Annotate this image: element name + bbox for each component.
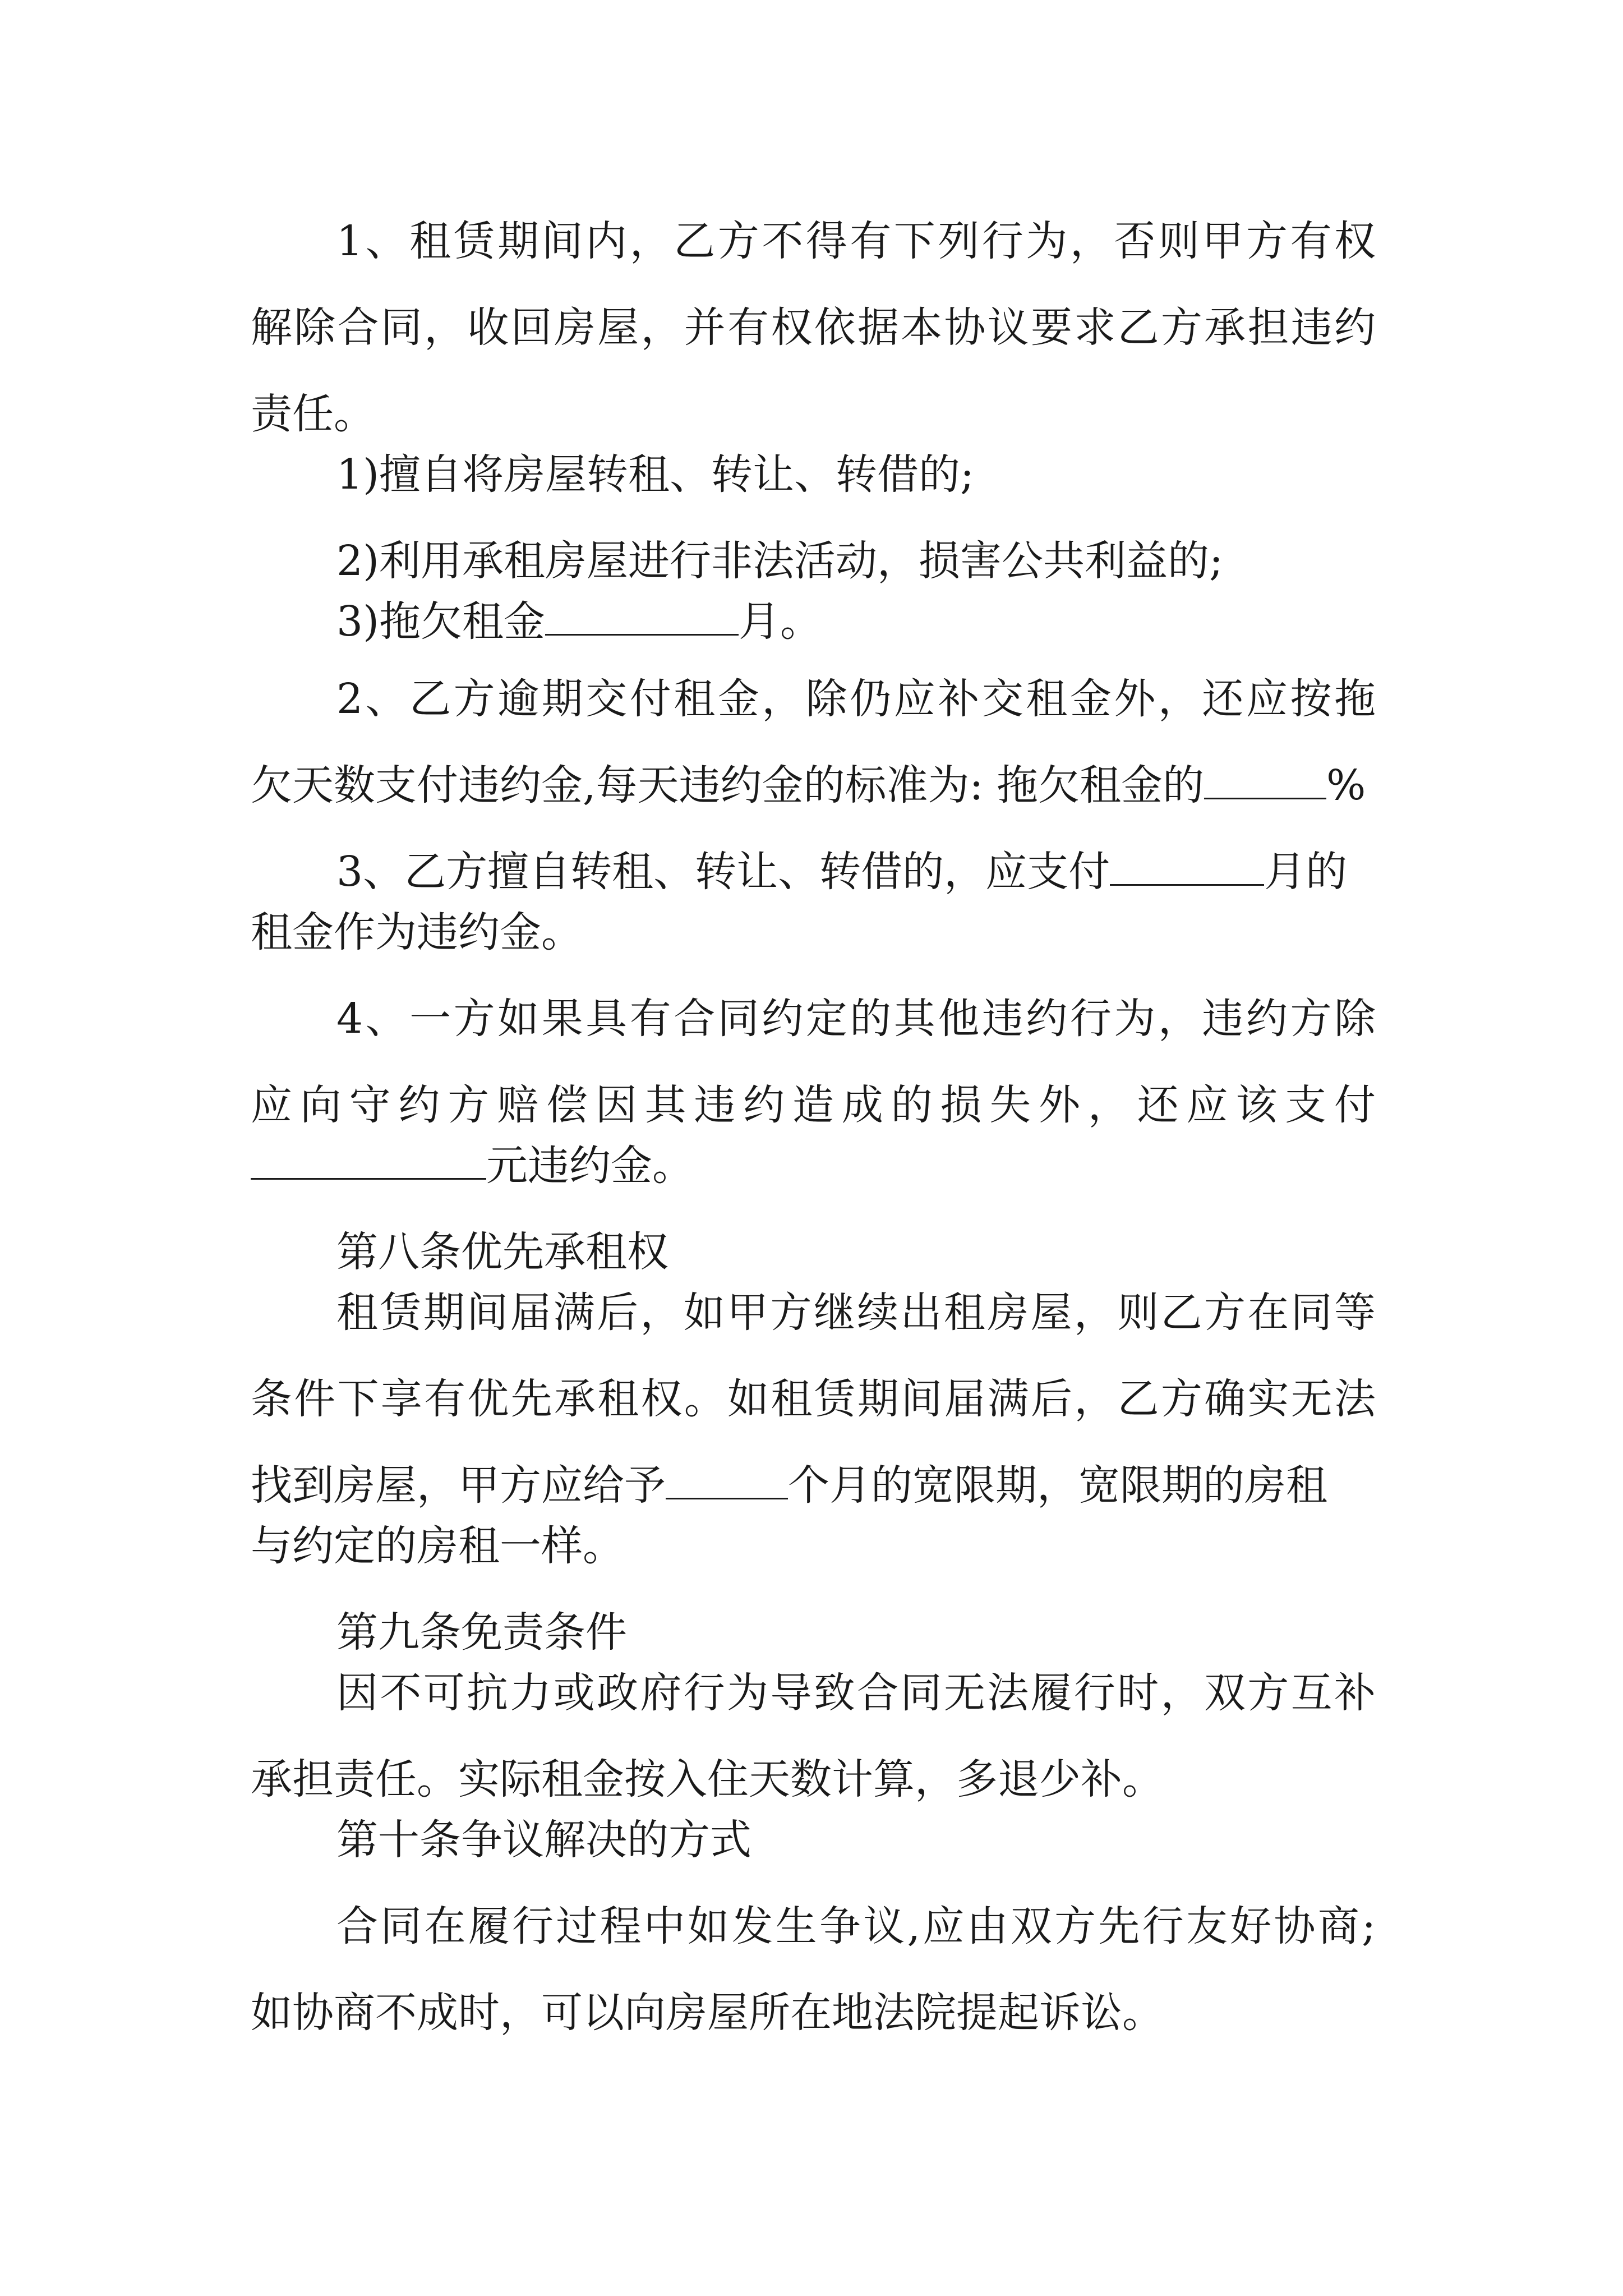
clause-7-2-line-2: [251, 757, 1366, 813]
item-2-illegal-use: 2)利用承租房屋进行非法活动，损害公共利益的;: [336, 537, 1223, 585]
clause-7-1-line-3: 责任。: [251, 390, 375, 438]
item-3-rent-arrears: [336, 593, 822, 650]
clause-7-3-text: 3、乙方擅自转租、转让、转借的，应支付: [336, 848, 1110, 896]
article-8-suffix: 个月的宽限期，宽限期的房租: [788, 1461, 1327, 1510]
blank-grace-months-field: [666, 1458, 788, 1499]
clause-7-2-line-1: 2、乙方逾期交付租金，除仍应补交租金外，还应按拖: [336, 675, 1376, 723]
article-9-heading: 第九条免责条件: [336, 1608, 627, 1657]
clause-7-4-line-2: 应向守约方赔偿因其违约造成的损失外，还应该支付: [251, 1081, 1376, 1129]
article-10-line-2: 如协商不成时，可以向房屋所在地法院提起诉讼。: [251, 1989, 1164, 2037]
clause-7-4-line-1: 4、一方如果具有合同约定的其他违约行为，违约方除: [336, 995, 1376, 1043]
article-10-line-1: 合同在履行过程中如发生争议,应由双方先行友好协商;: [336, 1902, 1376, 1950]
clause-7-1-line-1: 1、租赁期间内，乙方不得有下列行为，否则甲方有权: [336, 217, 1376, 265]
percent-sign: %: [1326, 761, 1366, 809]
clause-7-1-line-2: 解除合同，收回房屋，并有权依据本协议要求乙方承担违约: [251, 303, 1376, 352]
blank-percent-field: [1204, 758, 1326, 799]
article-8-line-4: 与约定的房租一样。: [251, 1522, 624, 1570]
item-1-sublet: 1)擅自将房屋转租、转让、转借的;: [336, 450, 974, 499]
blank-sublet-months-field: [1110, 845, 1264, 886]
clause-7-3-suffix: 月的: [1264, 848, 1348, 896]
article-9-line-1: 因不可抗力或政府行为导致合同无法履行时，双方互补: [336, 1669, 1376, 1717]
clause-7-4-suffix: 元违约金。: [486, 1142, 694, 1190]
blank-months-field: [545, 595, 739, 636]
article-10-heading: 第十条争议解决的方式: [336, 1816, 751, 1864]
article-8-line-3: [251, 1457, 1327, 1513]
article-8-line-1: 租赁期间届满后，如甲方继续出租房屋，则乙方在同等: [336, 1289, 1376, 1337]
blank-penalty-amount-field: [251, 1139, 486, 1180]
article-8-line-2: 条件下享有优先承租权。如租赁期间届满后，乙方确实无法: [251, 1375, 1376, 1423]
article-8-heading: 第八条优先承租权: [336, 1228, 668, 1276]
item-3-suffix: 月。: [738, 597, 822, 646]
article-9-line-2: 承担责任。实际租金按入住天数计算，多退少补。: [251, 1755, 1164, 1803]
clause-7-3-line-1: [336, 844, 1347, 900]
article-8-text: 找到房屋，甲方应给予: [251, 1461, 666, 1510]
item-3-text: 3)拖欠租金: [336, 597, 545, 646]
clause-7-2-text: 欠天数支付违约金,每天违约金的标准为: 拖欠租金的: [251, 761, 1204, 809]
clause-7-4-line-3: [251, 1138, 694, 1194]
clause-7-3-line-2: 租金作为违约金。: [251, 908, 583, 956]
